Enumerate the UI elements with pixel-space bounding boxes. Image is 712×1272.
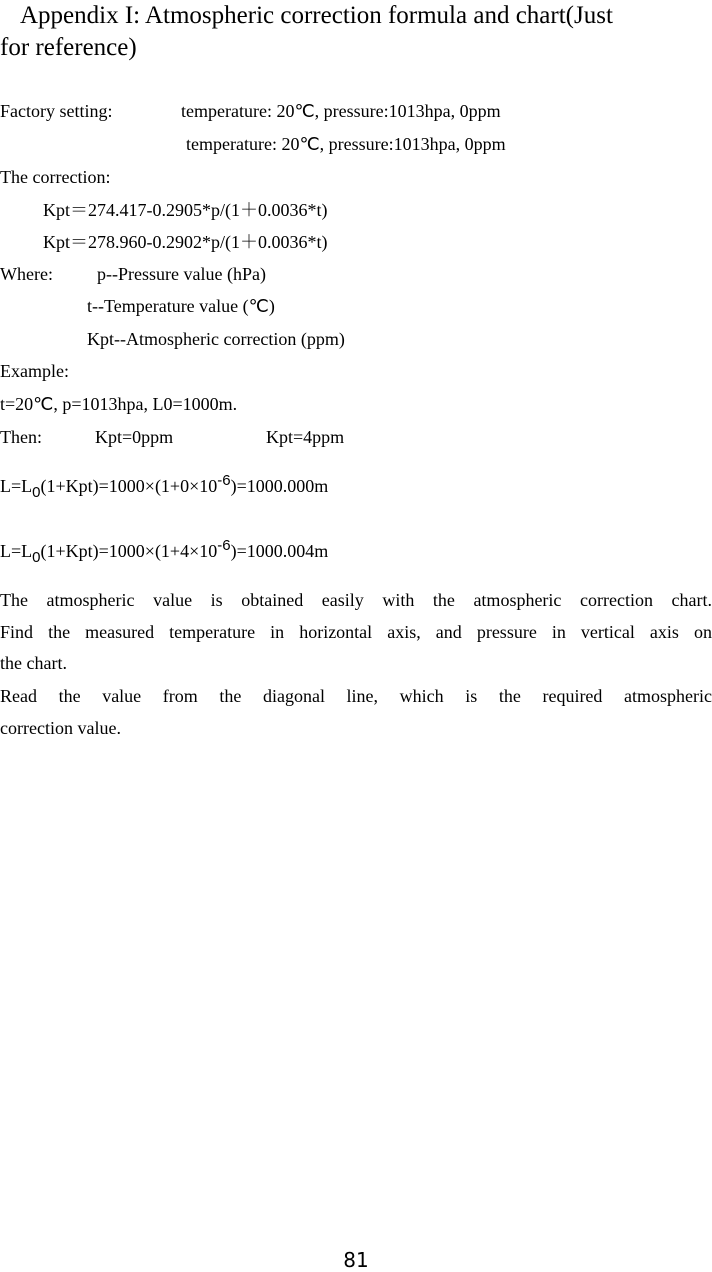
calculation-1 — [0, 472, 329, 501]
factory-setting-label: Factory setting: — [0, 101, 113, 121]
page-title — [0, 0, 712, 64]
page-number: 81 — [343, 1248, 369, 1272]
then-label: Then: — [0, 427, 42, 447]
calc-1-part-a: L=L — [0, 476, 33, 496]
instructions-paragraph-1 — [0, 585, 712, 680]
instructions-p1-line-3: the chart. — [0, 653, 67, 673]
instructions-p1-line-2: Find the measured temperature in horizontal axis, and pressure in vertical axis on — [0, 621, 712, 642]
pressure-definition: p--Pressure value (hPa) — [97, 264, 266, 284]
where-label: Where: — [0, 264, 53, 284]
kpt-result-1: Kpt=0ppm — [95, 427, 174, 447]
instructions-p2-line-1: Read the value from the diagonal line, which is the required atmospheric — [0, 686, 712, 706]
calc-2-part-c: )=1000.004m — [230, 541, 329, 561]
title-line-2: for reference) — [0, 34, 137, 61]
calc-2-subscript: 0 — [32, 549, 41, 566]
calc-1-exponent: -6 — [217, 472, 231, 489]
calc-2-part-a: L=L — [0, 541, 33, 561]
temperature-definition: t--Temperature value (℃) — [87, 296, 275, 316]
calc-2-exponent: -6 — [217, 537, 231, 554]
factory-setting-1: temperature: 20℃, pressure:1013hpa, 0ppm — [181, 101, 501, 121]
calculation-2 — [0, 537, 329, 566]
kpt-definition: Kpt--Atmospheric correction (ppm) — [87, 329, 345, 349]
factory-setting-2: temperature: 20℃, pressure:1013hpa, 0ppm — [186, 134, 506, 154]
correction-label: The correction: — [0, 167, 111, 187]
correction-formula-1: Kpt＝274.417-0.2905*p/(1＋0.0036*t) — [43, 200, 328, 220]
example-label: Example: — [0, 361, 69, 381]
calc-1-part-c: )=1000.000m — [230, 476, 329, 496]
instructions-paragraph-2 — [0, 681, 712, 744]
calc-1-part-b: (1+Kpt)=1000×(1+0×10 — [40, 476, 218, 496]
calc-1-subscript: 0 — [32, 484, 41, 501]
correction-formula-2: Kpt＝278.960-0.2902*p/(1＋0.0036*t) — [43, 232, 328, 252]
title-line-1: Appendix I: Atmospheric correction formula and chart(Just — [20, 2, 613, 29]
kpt-result-2: Kpt=4ppm — [266, 427, 345, 447]
calc-2-part-b: (1+Kpt)=1000×(1+4×10 — [40, 541, 218, 561]
example-conditions: t=20℃, p=1013hpa, L0=1000m. — [0, 394, 238, 414]
instructions-p2-line-2: correction value. — [0, 717, 121, 738]
instructions-p1-line-1: The atmospheric value is obtained easily with the atmospheric correction chart. — [0, 590, 712, 610]
